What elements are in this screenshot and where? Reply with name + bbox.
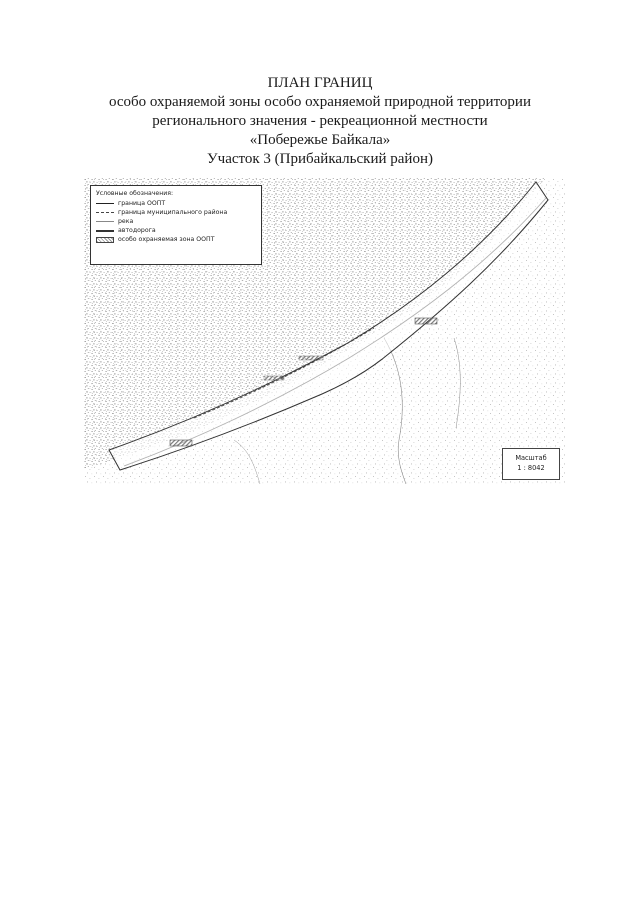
thick-line-icon [96, 226, 114, 235]
scale-value: 1 : 8042 [517, 464, 545, 472]
legend-item-label: автодорога [118, 227, 156, 234]
scale-label: Масштаб [515, 454, 547, 462]
hatched-box-icon [96, 237, 114, 243]
protected-zone-patch [170, 440, 192, 446]
title-line-5: Участок 3 (Прибайкальский район) [207, 151, 433, 167]
scale-box [502, 448, 560, 480]
title-line-3: регионального значения - рекреационной местности [152, 113, 488, 129]
thin-line-icon [96, 217, 114, 226]
boundary-line-icon [96, 199, 114, 208]
legend-item-label: особо охраняемая зона ООПТ [118, 236, 215, 243]
legend-title: Условные обозначения: [96, 190, 174, 197]
protected-zone-patch [299, 356, 323, 360]
title-line-2: особо охраняемой зоны особо охраняемой природной территории [108, 94, 531, 110]
legend-item [96, 199, 256, 208]
legend-item-label: граница ООПТ [118, 200, 166, 207]
protected-zone-patch [415, 318, 437, 324]
legend-item-label: река [118, 218, 134, 225]
legend-item [96, 235, 256, 244]
legend-item [96, 208, 256, 217]
title-line-4: «Побережье Байкала» [249, 132, 391, 148]
legend-item-label: граница муниципального района [118, 209, 228, 216]
legend-item [96, 217, 256, 226]
map-legend [90, 185, 262, 265]
map-title-block [0, 74, 640, 169]
protected-zone-patch [264, 376, 284, 380]
title-line-1: ПЛАН ГРАНИЦ [267, 75, 373, 91]
legend-item [96, 226, 256, 235]
map-frame [84, 178, 566, 484]
dashed-line-icon [96, 208, 114, 217]
